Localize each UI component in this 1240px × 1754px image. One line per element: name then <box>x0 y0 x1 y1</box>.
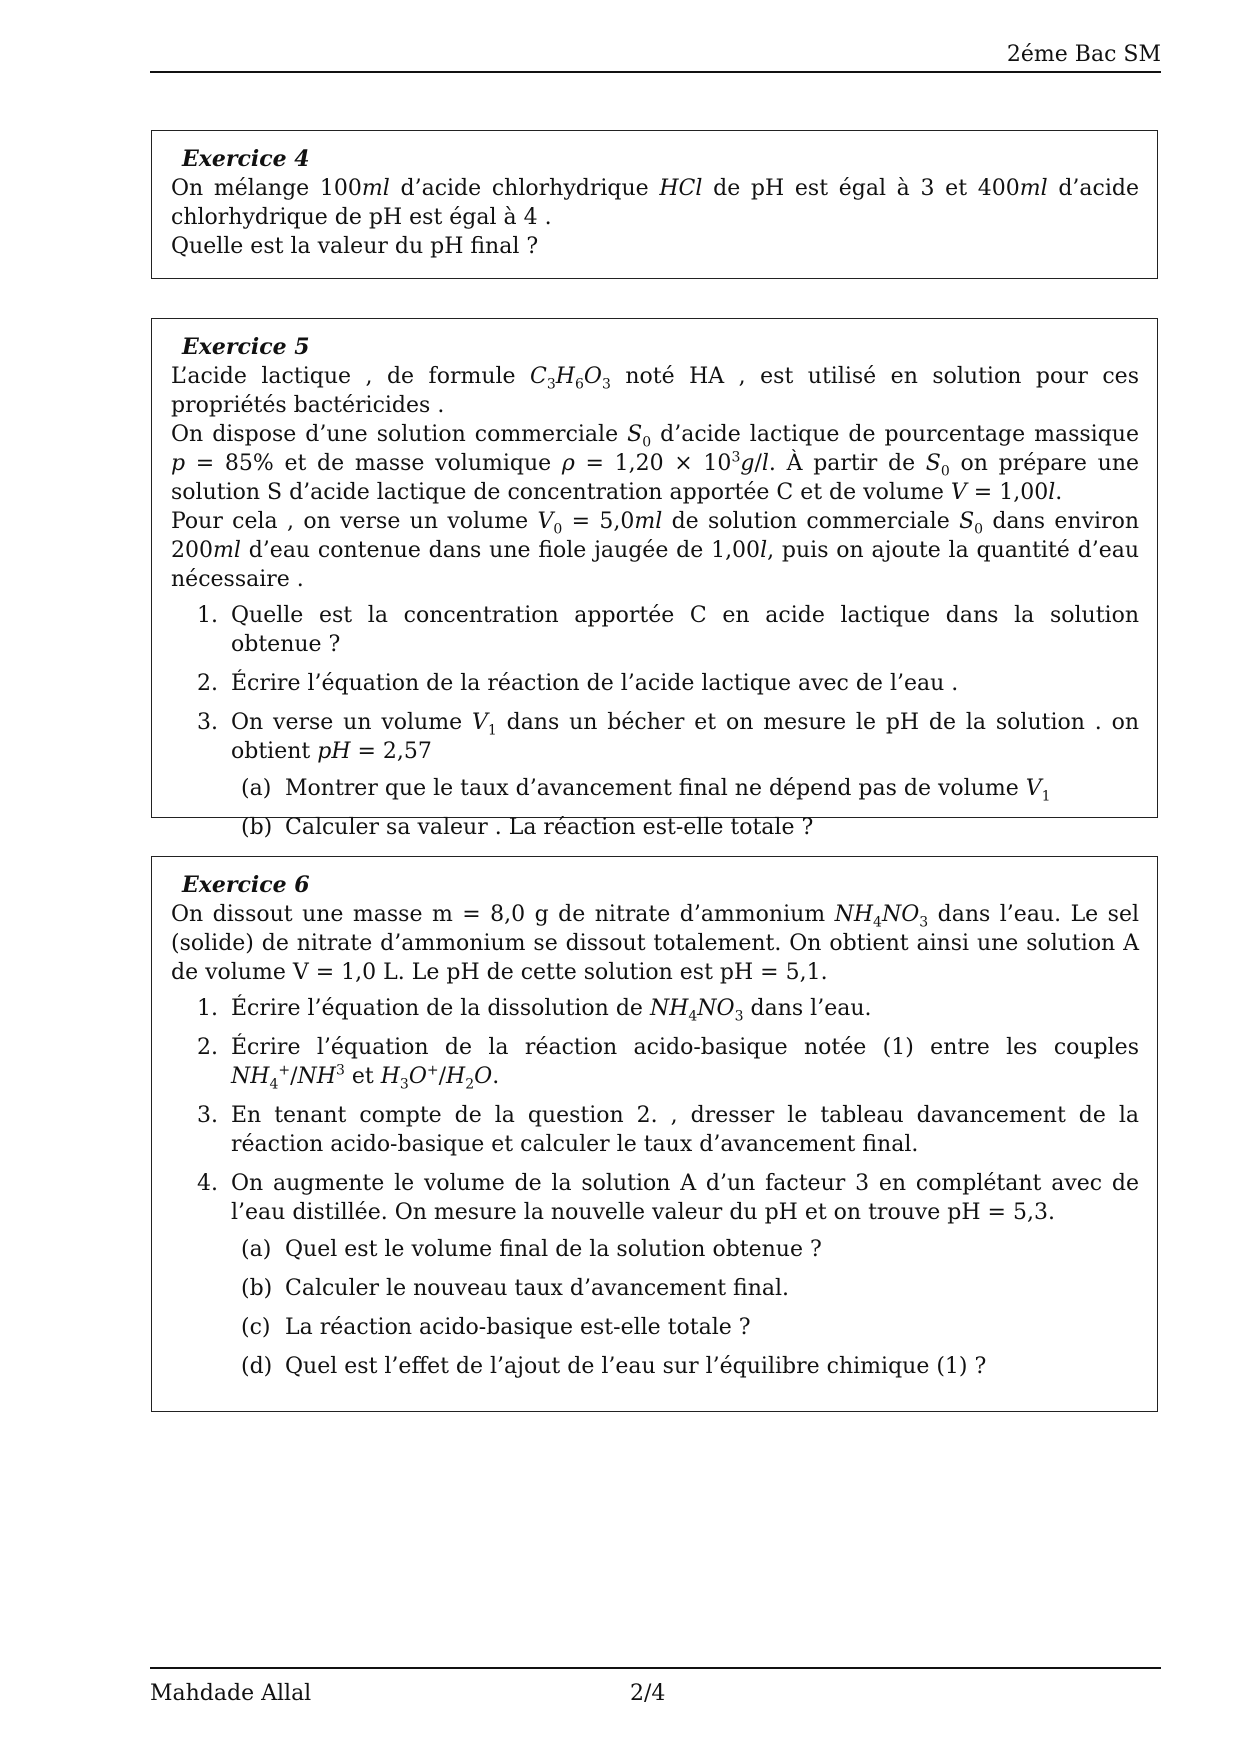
list-item: (a) Montrer que le taux d’avancement final ne dépend pas de volume $V_1$ <box>241 776 1051 805</box>
exercise-5-subquestions <box>171 774 1139 842</box>
list-item: (a) Quel est le volume final de la solution obtenue ? <box>241 1237 822 1262</box>
exercise-4-title: Exercice 4 <box>182 146 310 172</box>
list-item: 3. En tenant compte de la question 2. , dresser le tableau davancement de la réaction acido-basique et calculer le taux d’avancement final. <box>197 1103 1139 1157</box>
footer-page-number: 2/4 <box>630 1681 666 1706</box>
exercise-5-solution-data: On dispose d’une solution commerciale $S_0$ d’acide lactique de pourcentage massique p = 85% et de masse volumique $\rho = 1,20 \times 10^3g/l$. À partir de $S_0$ on prépare une solution S d’acide lactique de concentration apportée C et de volume V = 1,00l. <box>171 422 1140 505</box>
list-item: (b) Calculer le nouveau taux d’avancement final. <box>241 1276 790 1301</box>
exercise-5-box <box>151 318 1158 840</box>
exercise-6-title: Exercice 6 <box>182 872 310 898</box>
exercise-6-intro: On dissout une masse m = 8,0 g de nitrate d’ammonium $NH_4NO_3$ dans l’eau. Le sel (solide) de nitrate d’ammonium se dissout totalement. On obtient ainsi une solution A de volume V = 1,0 L. Le pH de cette solution est pH = 5,1. <box>171 902 1140 985</box>
exercise-5-questions <box>171 601 1139 842</box>
header-title: 2éme Bac SM <box>1006 42 1161 67</box>
list-item: (c) La réaction acido-basique est-elle totale ? <box>241 1315 751 1340</box>
list-item: 2. Écrire l’équation de la réaction de l’acide lactique avec de l’eau . <box>197 671 959 696</box>
list-item: 2. Écrire l’équation de la réaction acido-basique notée (1) entre les couples $NH_4^+/NH^3$ et $H_3O^+/H_2O$. <box>197 1035 1139 1093</box>
exercise-5-intro: L’acide lactique , de formule $C_3H_6O_3$ noté HA , est utilisé en solution pour ces propriétés bactéricides . <box>171 364 1139 418</box>
exercise-4-box <box>151 130 1158 279</box>
footer-author: Mahdade Allal <box>150 1681 312 1706</box>
exercise-5-procedure: Pour cela , on verse un volume $V_0 = 5,0ml$ de solution commerciale $S_0$ dans environ 200ml d’eau contenue dans une fiole jaugée de 1,00l, puis on ajoute la quantité d’eau nécessaire . <box>171 509 1139 592</box>
exercise-4-statement: On mélange 100ml d’acide chlorhydrique HCl de pH est égal à 3 et 400ml d’acide chlorhydrique de pH est égal à 4 . <box>171 176 1139 230</box>
exercise-5-title: Exercice 5 <box>182 334 310 360</box>
list-item: 3. On verse un volume $V_1$ dans un bécher et on mesure le pH de la solution . on obtient pH = 2,57 (a) Montrer que le taux d’avancement final ne dépend pas de volume $V_1$ (b) Calculer sa valeur . La réaction est-elle totale ? <box>171 708 1139 842</box>
list-item: 1. Écrire l’équation de la dissolution de $NH_4NO_3$ dans l’eau. <box>197 996 872 1025</box>
exercise-6-questions <box>171 994 1139 1381</box>
exercise-6-box <box>151 856 1158 1412</box>
list-item: (d) Quel est l’effet de l’ajout de l’eau sur l’équilibre chimique (1) ? <box>241 1354 987 1379</box>
exercise-6-subquestions <box>171 1235 1139 1381</box>
header-rule <box>150 71 1161 73</box>
exercise-4-question: Quelle est la valeur du pH final ? <box>171 234 539 259</box>
footer-rule <box>150 1667 1161 1669</box>
list-item: 4. On augmente le volume de la solution A d’un facteur 3 en complétant avec de l’eau distillée. On mesure la nouvelle valeur du pH et on trouve pH = 5,3. (a) Quel est le volume final de la solution obtenue ? (b) Calculer le nouveau taux d’avancement final. (c) La réaction acido-basique est-elle totale ? (d) Quel est l’effet de l’ajout de l’eau sur l’équilibre chimique (1) ? <box>171 1169 1139 1381</box>
list-item: (b) Calculer sa valeur . La réaction est-elle totale ? <box>241 815 814 840</box>
list-item: 1. Quelle est la concentration apportée C en acide lactique dans la solution obtenue ? <box>197 603 1139 657</box>
